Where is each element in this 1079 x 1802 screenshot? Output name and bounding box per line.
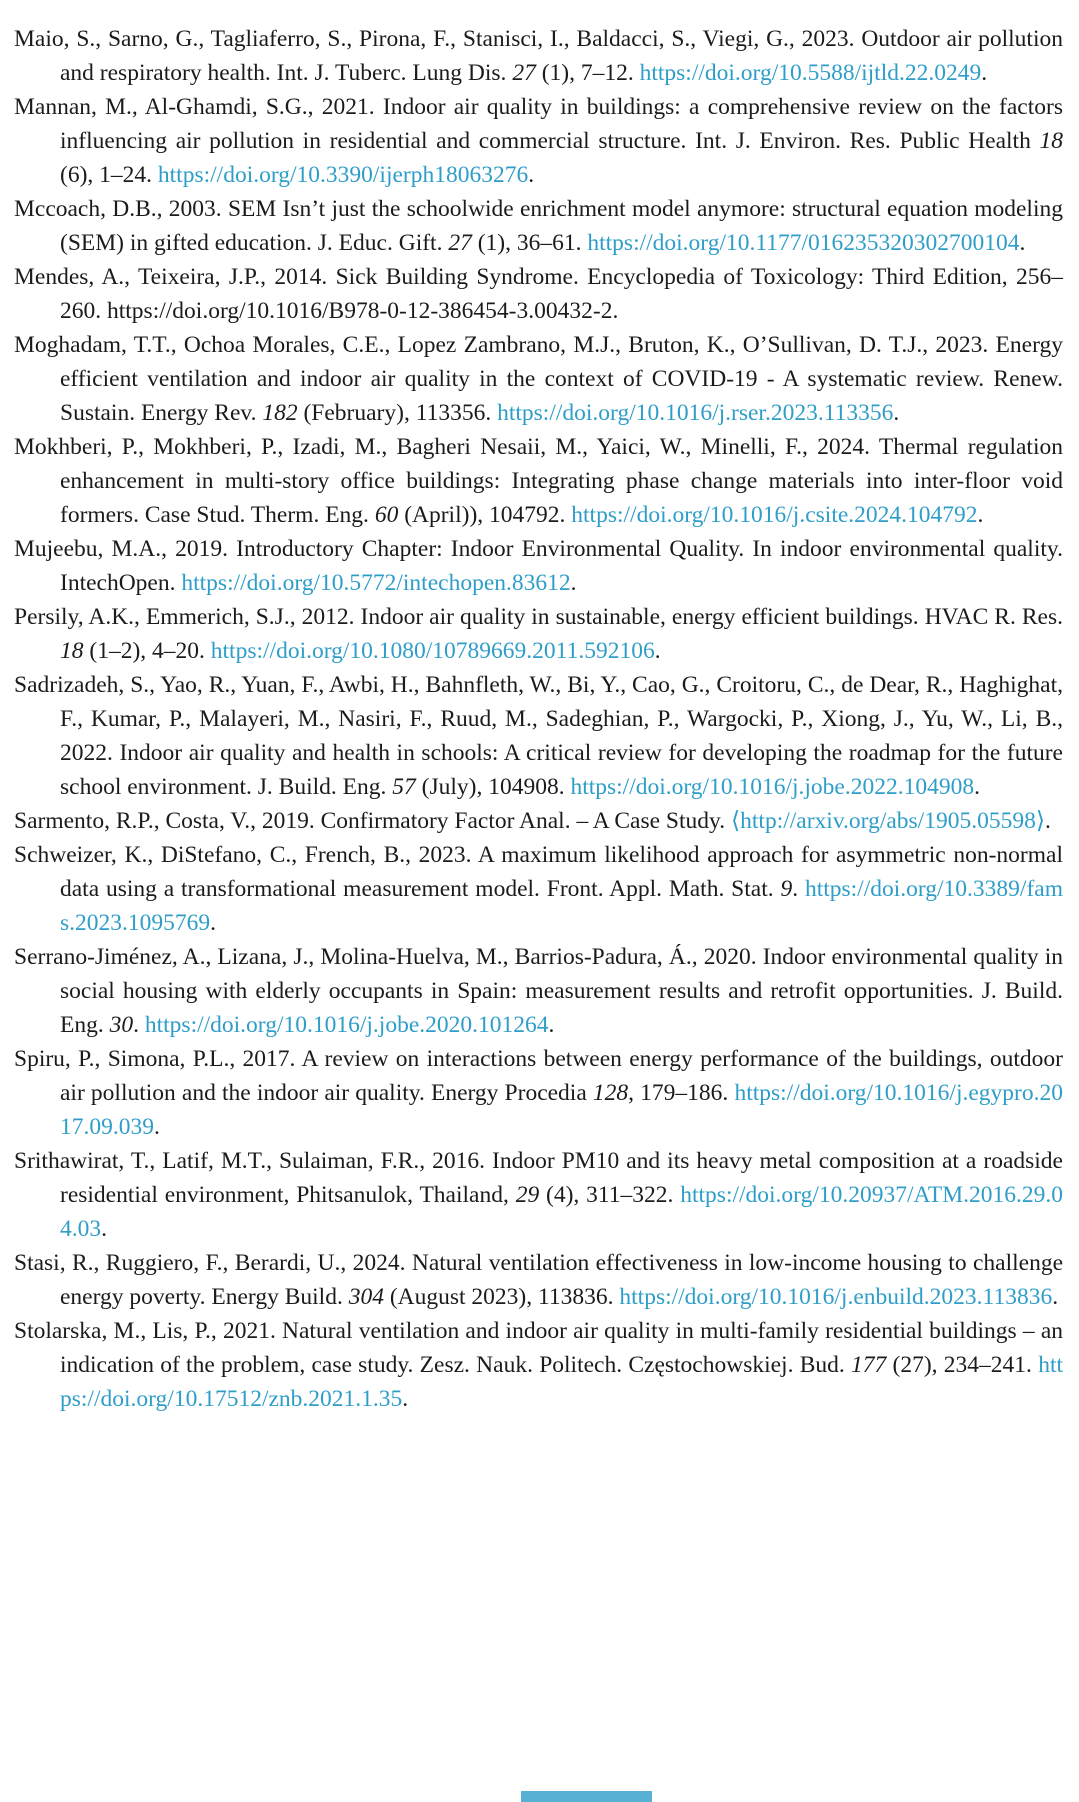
reference-doi-link[interactable]: https://doi.org/10.5588/ijtld.22.0249 (639, 60, 982, 86)
reference-text: Sadrizadeh, S., Yao, R., Yuan, F., Awbi, H., Bahnfleth, W., Bi, Y., Cao, G., Croitoru, C., de Dear, R., Haghighat, F., Kumar, P., Malayeri, M., Nasiri, F., Ruud, M., Sadeghian, P., Wargocki, P., Xiong, J., Yu, W., Li, B., 2022. Indoor air quality and health in schools: A critical review for developing the roadmap for the future school environment. J. Build. Eng. (14, 672, 1063, 800)
reference-text: . (528, 162, 535, 188)
reference-item (14, 1042, 1063, 1144)
reference-item (14, 1246, 1063, 1314)
reference-item (14, 600, 1063, 668)
reference-item (14, 668, 1063, 804)
reference-text: Stolarska, M., Lis, P., 2021. Natural ventilation and indoor air quality in multi-family residential buildings – an indication of the problem, case study. Zesz. Nauk. Politech. Częstochowskiej. Bud. (14, 1318, 1063, 1378)
reference-text: Schweizer, K., DiStefano, C., French, B., 2023. A maximum likelihood approach for asymmetric non-normal data using a transformational measurement model. Front. Appl. Math. Stat. (14, 842, 1063, 902)
reference-text: Maio, S., Sarno, G., Tagliaferro, S., Pirona, F., Stanisci, I., Baldacci, S., Viegi, G., 2023. Outdoor air pollution and respiratory health. Int. J. Tuberc. Lung Dis. (14, 26, 1063, 86)
reference-text: (6), 1–24. (60, 162, 158, 188)
reference-text: . (402, 1386, 409, 1412)
reference-text: (August 2023), 113836. (383, 1284, 620, 1310)
reference-item (14, 838, 1063, 940)
volume-number: 29 (515, 1182, 540, 1208)
reference-text: (4), 311–322. (539, 1182, 681, 1208)
clipped-link-fragment (521, 1791, 652, 1802)
reference-item (14, 532, 1063, 600)
reference-text: . (974, 774, 980, 800)
reference-text: . (154, 1114, 160, 1140)
reference-text: . (1019, 230, 1026, 256)
reference-doi-link[interactable]: https://doi.org/10.20937/ATM.2016.29.04.03 (60, 1182, 1064, 1242)
reference-text: Persily, A.K., Emmerich, S.J., 2012. Indoor air quality in sustainable, energy efficient buildings. HVAC R. Res. (14, 604, 1063, 630)
reference-doi-link[interactable]: https://doi.org/10.1016/j.csite.2024.104792 (571, 502, 978, 528)
volume-number: 177 (851, 1352, 887, 1378)
reference-doi-link[interactable]: https://doi.org/10.1016/j.egypro.2017.09.039 (60, 1080, 1064, 1140)
reference-text: (July), 104908. (415, 774, 571, 800)
reference-text: Srithawirat, T., Latif, M.T., Sulaiman, F.R., 2016. Indoor PM10 and its heavy metal composition at a roadside residential environment, Phitsanulok, Thailand, (14, 1148, 1063, 1208)
volume-number: 57 (392, 774, 416, 800)
reference-doi-link[interactable]: https://doi.org/10.1016/j.jobe.2022.104908 (570, 774, 975, 800)
reference-text: Spiru, P., Simona, P.L., 2017. A review on interactions between energy performance of the buildings, outdoor air pollution and the indoor air quality. Energy Procedia (14, 1046, 1063, 1106)
volume-number: 27 (448, 230, 472, 256)
reference-doi-link[interactable]: https://doi.org/10.17512/znb.2021.1.35 (60, 1352, 1063, 1412)
reference-text: . (548, 1012, 555, 1038)
reference-text: Mannan, M., Al-Ghamdi, S.G., 2021. Indoor air quality in buildings: a comprehensive review on the factors influencing air pollution in residential and commercial structure. Int. J. Environ. Res. Public Health (14, 94, 1063, 154)
reference-text: Mokhberi, P., Mokhberi, P., Izadi, M., Bagheri Nesaii, M., Yaici, W., Minelli, F., 2024. Thermal regulation enhancement in multi-story office buildings: Integrating phase change materials into inter-floor void formers. Case Stud. Therm. Eng. (14, 434, 1063, 528)
reference-doi-link[interactable]: https://doi.org/10.3389/fams.2023.1095769 (60, 876, 1064, 936)
reference-text: (April)), 104792. (398, 502, 572, 528)
reference-text: Stasi, R., Ruggiero, F., Berardi, U., 2024. Natural ventilation effectiveness in low-income housing to challenge energy poverty. Energy Build. (14, 1250, 1063, 1310)
reference-text: . (570, 570, 577, 596)
reference-doi-link[interactable]: https://doi.org/10.1080/10789669.2011.592106 (210, 638, 655, 664)
reference-item (14, 192, 1063, 260)
volume-number: 27 (512, 60, 536, 86)
volume-number: 60 (374, 502, 399, 528)
reference-item (14, 940, 1063, 1042)
reference-text: . (1045, 808, 1051, 834)
reference-doi-link[interactable]: https://doi.org/10.1177/016235320302700104 (587, 230, 1020, 256)
reference-text: . (133, 1012, 145, 1038)
reference-text: Mendes, A., Teixeira, J.P., 2014. Sick Building Syndrome. Encyclopedia of Toxicology: Third Edition, 256–260. https://doi.org/10.1016/B978-0-12-386454-3.00432-2. (14, 264, 1063, 324)
reference-text: (February), 113356. (297, 400, 498, 426)
reference-doi-link[interactable]: https://doi.org/10.3390/ijerph18063276 (157, 162, 529, 188)
reference-text: Mccoach, D.B., 2003. SEM Isn’t just the schoolwide enrichment model anymore: structural equation modeling (SEM) in gifted education. J. Educ. Gift. (14, 196, 1063, 256)
reference-doi-link[interactable]: https://doi.org/10.1016/j.enbuild.2023.113836 (619, 1284, 1053, 1310)
volume-number: 304 (348, 1284, 384, 1310)
reference-item (14, 260, 1063, 328)
reference-doi-link[interactable]: https://doi.org/10.1016/j.rser.2023.113356 (497, 400, 894, 426)
reference-item (14, 1144, 1063, 1246)
reference-text: Moghadam, T.T., Ochoa Morales, C.E., Lopez Zambrano, M.J., Bruton, K., O’Sullivan, D. T.J., 2023. Energy efficient ventilation and indoor air quality in the context of COVID-19 - A systematic review. Renew. Sustain. Energy Rev. (14, 332, 1063, 426)
volume-number: 18 (1039, 128, 1063, 154)
reference-text: Serrano-Jiménez, A., Lizana, J., Molina-Huelva, M., Barrios-Padura, Á., 2020. Indoor environmental quality in social housing with elderly occupants in Spain: measurement results and retrofit opportunities. J. Build. Eng. (14, 944, 1063, 1038)
reference-text: . (1052, 1284, 1059, 1310)
reference-doi-link[interactable]: ⟨http://arxiv.org/abs/1905.05598⟩ (730, 808, 1045, 834)
reference-text: . (654, 638, 661, 664)
reference-text: Sarmento, R.P., Costa, V., 2019. Confirmatory Factor Anal. – A Case Study. (14, 808, 731, 834)
reference-text: (1), 36–61. (471, 230, 588, 256)
reference-text: (1), 7–12. (535, 60, 640, 86)
reference-item (14, 1314, 1063, 1416)
reference-doi-link[interactable]: https://doi.org/10.1016/j.jobe.2020.101264 (144, 1012, 549, 1038)
volume-number: 128 (592, 1080, 629, 1106)
reference-doi-link[interactable]: https://doi.org/10.5772/intechopen.83612 (181, 570, 571, 596)
reference-text: , 179–186. (628, 1080, 735, 1106)
reference-item (14, 804, 1063, 838)
volume-number: 9 (780, 876, 793, 902)
volume-number: 30 (109, 1012, 134, 1038)
reference-text: . (977, 502, 984, 528)
reference-text: . (101, 1216, 107, 1242)
reference-text: . (981, 60, 988, 86)
reference-item (14, 328, 1063, 430)
reference-item (14, 90, 1063, 192)
reference-text: . (893, 400, 900, 426)
reference-item (14, 430, 1063, 532)
reference-item (14, 22, 1063, 90)
reference-text: (1–2), 4–20. (83, 638, 211, 664)
reference-text: Mujeebu, M.A., 2019. Introductory Chapter: Indoor Environmental Quality. In indoor environmental quality. IntechOpen. (14, 536, 1063, 596)
volume-number: 182 (262, 400, 298, 426)
volume-number: 18 (60, 638, 84, 664)
reference-text: . (792, 876, 805, 902)
reference-text: . (210, 910, 217, 936)
reference-text: (27), 234–241. (886, 1352, 1039, 1378)
